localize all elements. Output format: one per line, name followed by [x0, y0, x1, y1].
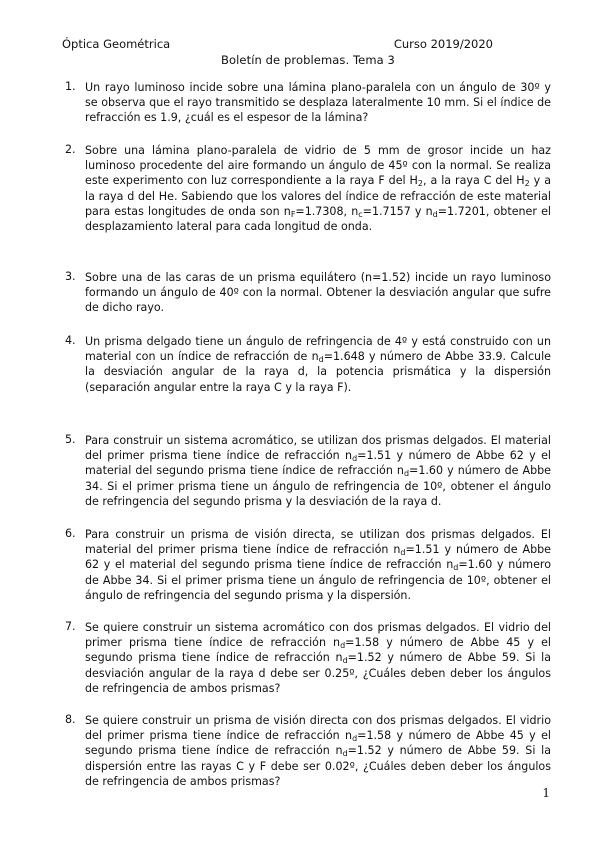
problem-5 — [65, 433, 551, 509]
problem-text — [85, 270, 551, 316]
subscript: d — [400, 548, 406, 558]
text-run: Sobre una lámina plano-paralela de vidrio de 5 mm de grosor incide un haz luminoso procedente del aire formando un ángulo de 45º con la normal. Se realiza este experimento con luz correspondiente a la raya F del H — [85, 144, 551, 188]
problem-number: 4. — [65, 334, 76, 347]
problem-8 — [65, 713, 551, 789]
subscript: 2 — [417, 179, 423, 189]
problem-text — [85, 80, 551, 126]
course-name: Óptica Geométrica — [62, 37, 171, 51]
problem-4 — [65, 334, 551, 395]
subscript: c — [358, 209, 363, 219]
subscript: d — [403, 469, 410, 479]
subscript: d — [352, 734, 358, 744]
problem-number: 2. — [65, 143, 76, 156]
problem-text — [85, 527, 551, 603]
subscript: d — [453, 563, 459, 573]
subscript: d — [340, 641, 346, 651]
page-number: 1 — [542, 786, 550, 800]
text-run: =1.58 y número de Abbe 45 y el segundo prisma tiene índice de refracción n — [85, 729, 551, 758]
text-run: =1.648 y número de Abbe 33.9. Calcule la desviación angular de la raya d, la potencia prismática y la dispersión (separación angular entre la raya C y la raya F). — [85, 350, 552, 394]
page-title: Boletín de problemas. Tema 3 — [221, 53, 395, 67]
problem-number: 3. — [65, 270, 76, 283]
problem-2 — [65, 143, 551, 234]
subscript: 2 — [524, 179, 530, 189]
text-run: =1.60 y número de Abbe 34. Si el primer prisma tiene un ángulo de refringencia de 10º, obtener el ángulo de refringencia del segundo prisma y la dispersión. — [85, 558, 551, 602]
text-run: Un rayo luminoso incide sobre una lámina plano-paralela con un ángulo de 30º y se observa que el rayo transmitido se desplaza lateralmente 10 mm. Si el índice de refracción es 1.9, ¿cuál es el espesor de la lámina? — [85, 81, 551, 125]
problem-text — [85, 433, 551, 509]
text-run: Se quiere construir un prisma de visión directa con dos prismas delgados. El vidrio del primer prisma tiene índice de refracción n — [85, 714, 551, 743]
text-run: Un prisma delgado tiene un ángulo de refringencia de 4º y está construido con un material con un índice de refracción de n — [85, 335, 551, 364]
text-run: =1.7157 y n — [362, 204, 433, 218]
subscript: d — [342, 749, 348, 759]
text-run: Para construir un prisma de visión directa, se utilizan dos prismas delgados. El material del primer prisma tiene índice de refracción n — [85, 528, 551, 557]
problem-number: 1. — [65, 80, 76, 93]
text-run: =1.52 y número de Abbe 59. Si la dispersión entre las rayas C y F debe ser 0.02º, ¿Cuáles deben deber los ángulos de refringencia de ambos prismas? — [85, 744, 551, 788]
text-run: =1.51 y número de Abbe 62 y el material del segundo prisma tiene índice de refracción n — [85, 543, 551, 572]
problem-text — [85, 620, 551, 696]
text-run: =1.7201, obtener el desplazamiento lateral para cada longitud de onda. — [85, 204, 551, 234]
text-run: =1.51 y número de Abbe 62 y el material del segundo prisma tiene índice de refracción n — [85, 449, 551, 478]
text-run: y a la raya d del He. Sabiendo que los valores del índice de refracción de este material para estas longitudes de onda son n — [85, 174, 551, 218]
text-run: Se quiere construir un sistema acromático con dos prismas delgados. El vidrio del primer prisma tiene índice de refracción n — [85, 621, 551, 650]
problem-text — [85, 334, 551, 395]
text-run: =1.7308, n — [295, 204, 359, 218]
text-run: =1.52 y número de Abbe 59. Si la desviación angular de la raya d debe ser 0.25º, ¿Cuáles deben deber los ángulos de refringencia de ambos prismas? — [85, 651, 551, 695]
problem-3 — [65, 270, 551, 316]
subscript: d — [352, 454, 358, 464]
text-run: =1.58 y número de Abbe 45 y el segundo prisma tiene índice de refracción n — [85, 636, 551, 665]
problem-number: 8. — [65, 713, 76, 726]
problem-number: 7. — [65, 620, 76, 633]
subscript: d — [432, 209, 438, 219]
text-run: Sobre una de las caras de un prisma equilátero (n=1.52) incide un rayo luminoso formando un ángulo de 40º con la normal. Obtener la desviación angular que sufre de dicho rayo. — [85, 271, 551, 315]
problem-6 — [65, 527, 551, 603]
problem-7 — [65, 620, 551, 696]
subscript: d — [342, 656, 348, 666]
text-run: Para construir un sistema acromático, se utilizan dos prismas delgados. El material del primer prisma tiene índice de refracción n — [85, 434, 551, 463]
problem-number: 5. — [65, 433, 76, 446]
text-run: =1.60 y número de Abbe 34. Si el primer prisma tiene un ángulo de refringencia de 10º, obtener el ángulo de refringencia del segundo prisma y la desviación de la raya d. — [85, 464, 551, 508]
problem-text — [85, 143, 551, 234]
subscript: d — [318, 355, 324, 365]
subscript: F — [290, 209, 296, 219]
academic-year: Curso 2019/2020 — [393, 37, 493, 51]
problem-text — [85, 713, 551, 789]
problem-1 — [65, 80, 551, 126]
problem-number: 6. — [65, 527, 76, 540]
text-run: , a la raya C del H — [422, 174, 525, 188]
